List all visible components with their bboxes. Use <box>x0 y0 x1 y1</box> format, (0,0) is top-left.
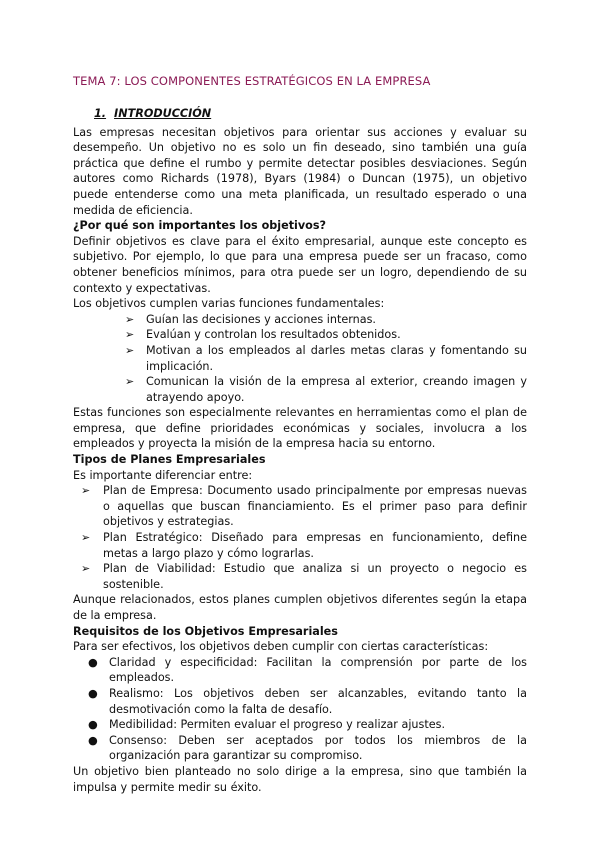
requirements-heading: Requisitos de los Objetivos Empresariales <box>73 624 338 638</box>
list-item: ● Realismo: Los objetivos deben ser alcanzables, evitando tanto la desmotivación como la falta de desafío. <box>88 686 527 716</box>
dot-bullet-icon: ● <box>88 733 98 747</box>
functions-list <box>73 312 527 406</box>
list-item: ● Medibilidad: Permiten evaluar el progreso y realizar ajustes. <box>88 718 446 732</box>
arrow-bullet-icon: ➢ <box>125 312 135 326</box>
requirements-closing: Un objetivo bien planteado no solo dirige a la empresa, sino que también la impulsa y permite medir su éxito. <box>73 764 527 794</box>
importance-paragraph: Definir objetivos es clave para el éxito empresarial, aunque este concepto es subjetivo. Por ejemplo, lo que para una empresa puede ser un fracaso, como obtener beneficios mínimos, para otra puede ser un logro, dependiendo de su contexto y expectativas. <box>73 234 527 295</box>
list-item: ➢ Comunican la visión de la empresa al exterior, creando imagen y atrayendo apoyo. <box>125 375 527 404</box>
arrow-bullet-icon: ➢ <box>81 484 91 498</box>
list-item: ➢ Plan de Empresa: Documento usado principalmente por empresas nuevas o aquellas que buscan financiamiento. Es el primer paso para definir objetivos y estrategias. <box>81 484 527 529</box>
plans-heading: Tipos de Planes Empresariales <box>73 453 266 467</box>
importance-heading: ¿Por qué son importantes los objetivos? <box>73 219 327 233</box>
arrow-bullet-icon: ➢ <box>81 531 91 545</box>
document-title: TEMA 7: LOS COMPONENTES ESTRATÉGICOS EN LA EMPRESA <box>73 74 431 88</box>
requirements-list <box>73 655 527 764</box>
list-item: ● Consenso: Deben ser aceptados por todos los miembros de la organización para garantizar su compromiso. <box>88 733 527 763</box>
list-item: ➢ Guían las decisiones y acciones internas. <box>125 312 376 326</box>
section-heading-intro <box>94 106 527 122</box>
functions-intro: Los objetivos cumplen varias funciones fundamentales: <box>73 297 385 311</box>
arrow-bullet-icon: ➢ <box>125 375 135 389</box>
arrow-bullet-icon: ➢ <box>81 562 91 576</box>
list-item: ➢ Plan de Viabilidad: Estudio que analiza si un proyecto o negocio es sostenible. <box>81 562 527 591</box>
dot-bullet-icon: ● <box>88 686 98 700</box>
document-body <box>73 106 527 795</box>
plans-closing: Aunque relacionados, estos planes cumplen objetivos diferentes según la etapa de la empresa. <box>73 593 527 622</box>
dot-bullet-icon: ● <box>88 655 98 669</box>
arrow-bullet-icon: ➢ <box>125 328 135 342</box>
section-title: INTRODUCCIÓN <box>114 107 212 120</box>
plans-list <box>73 483 527 592</box>
requirements-intro: Para ser efectivos, los objetivos deben cumplir con ciertas características: <box>73 640 489 654</box>
functions-closing: Estas funciones son especialmente relevantes en herramientas como el plan de empresa, que define prioridades económicas y sociales, involucra a los empleados y proyecta la misión de la empresa hacia su entorno. <box>73 406 527 451</box>
plans-intro: Es importante diferenciar entre: <box>73 468 253 482</box>
list-item: ➢ Plan Estratégico: Diseñado para empresas en funcionamiento, define metas a largo plazo y cómo lograrlas. <box>81 531 527 560</box>
section-number: 1. <box>94 107 107 120</box>
list-item: ● Claridad y especificidad: Facilitan la comprensión por parte de los empleados. <box>88 655 527 685</box>
dot-bullet-icon: ● <box>88 718 98 732</box>
list-item: ➢ Evalúan y controlan los resultados obtenidos. <box>125 328 401 342</box>
intro-paragraph: Las empresas necesitan objetivos para orientar sus acciones y evaluar su desempeño. Un objetivo no es solo un fin deseado, sino también una guía práctica que define el rumbo y permite detectar posibles desviaciones. Según autores como Richards (1978), Byars (1984) o Duncan (1975), un objetivo puede entenderse como una meta planificada, un resultado esperado o una medida de eficiencia. <box>73 125 527 217</box>
list-item: ➢ Motivan a los empleados al darles metas claras y fomentando su implicación. <box>125 343 527 373</box>
arrow-bullet-icon: ➢ <box>125 343 135 357</box>
